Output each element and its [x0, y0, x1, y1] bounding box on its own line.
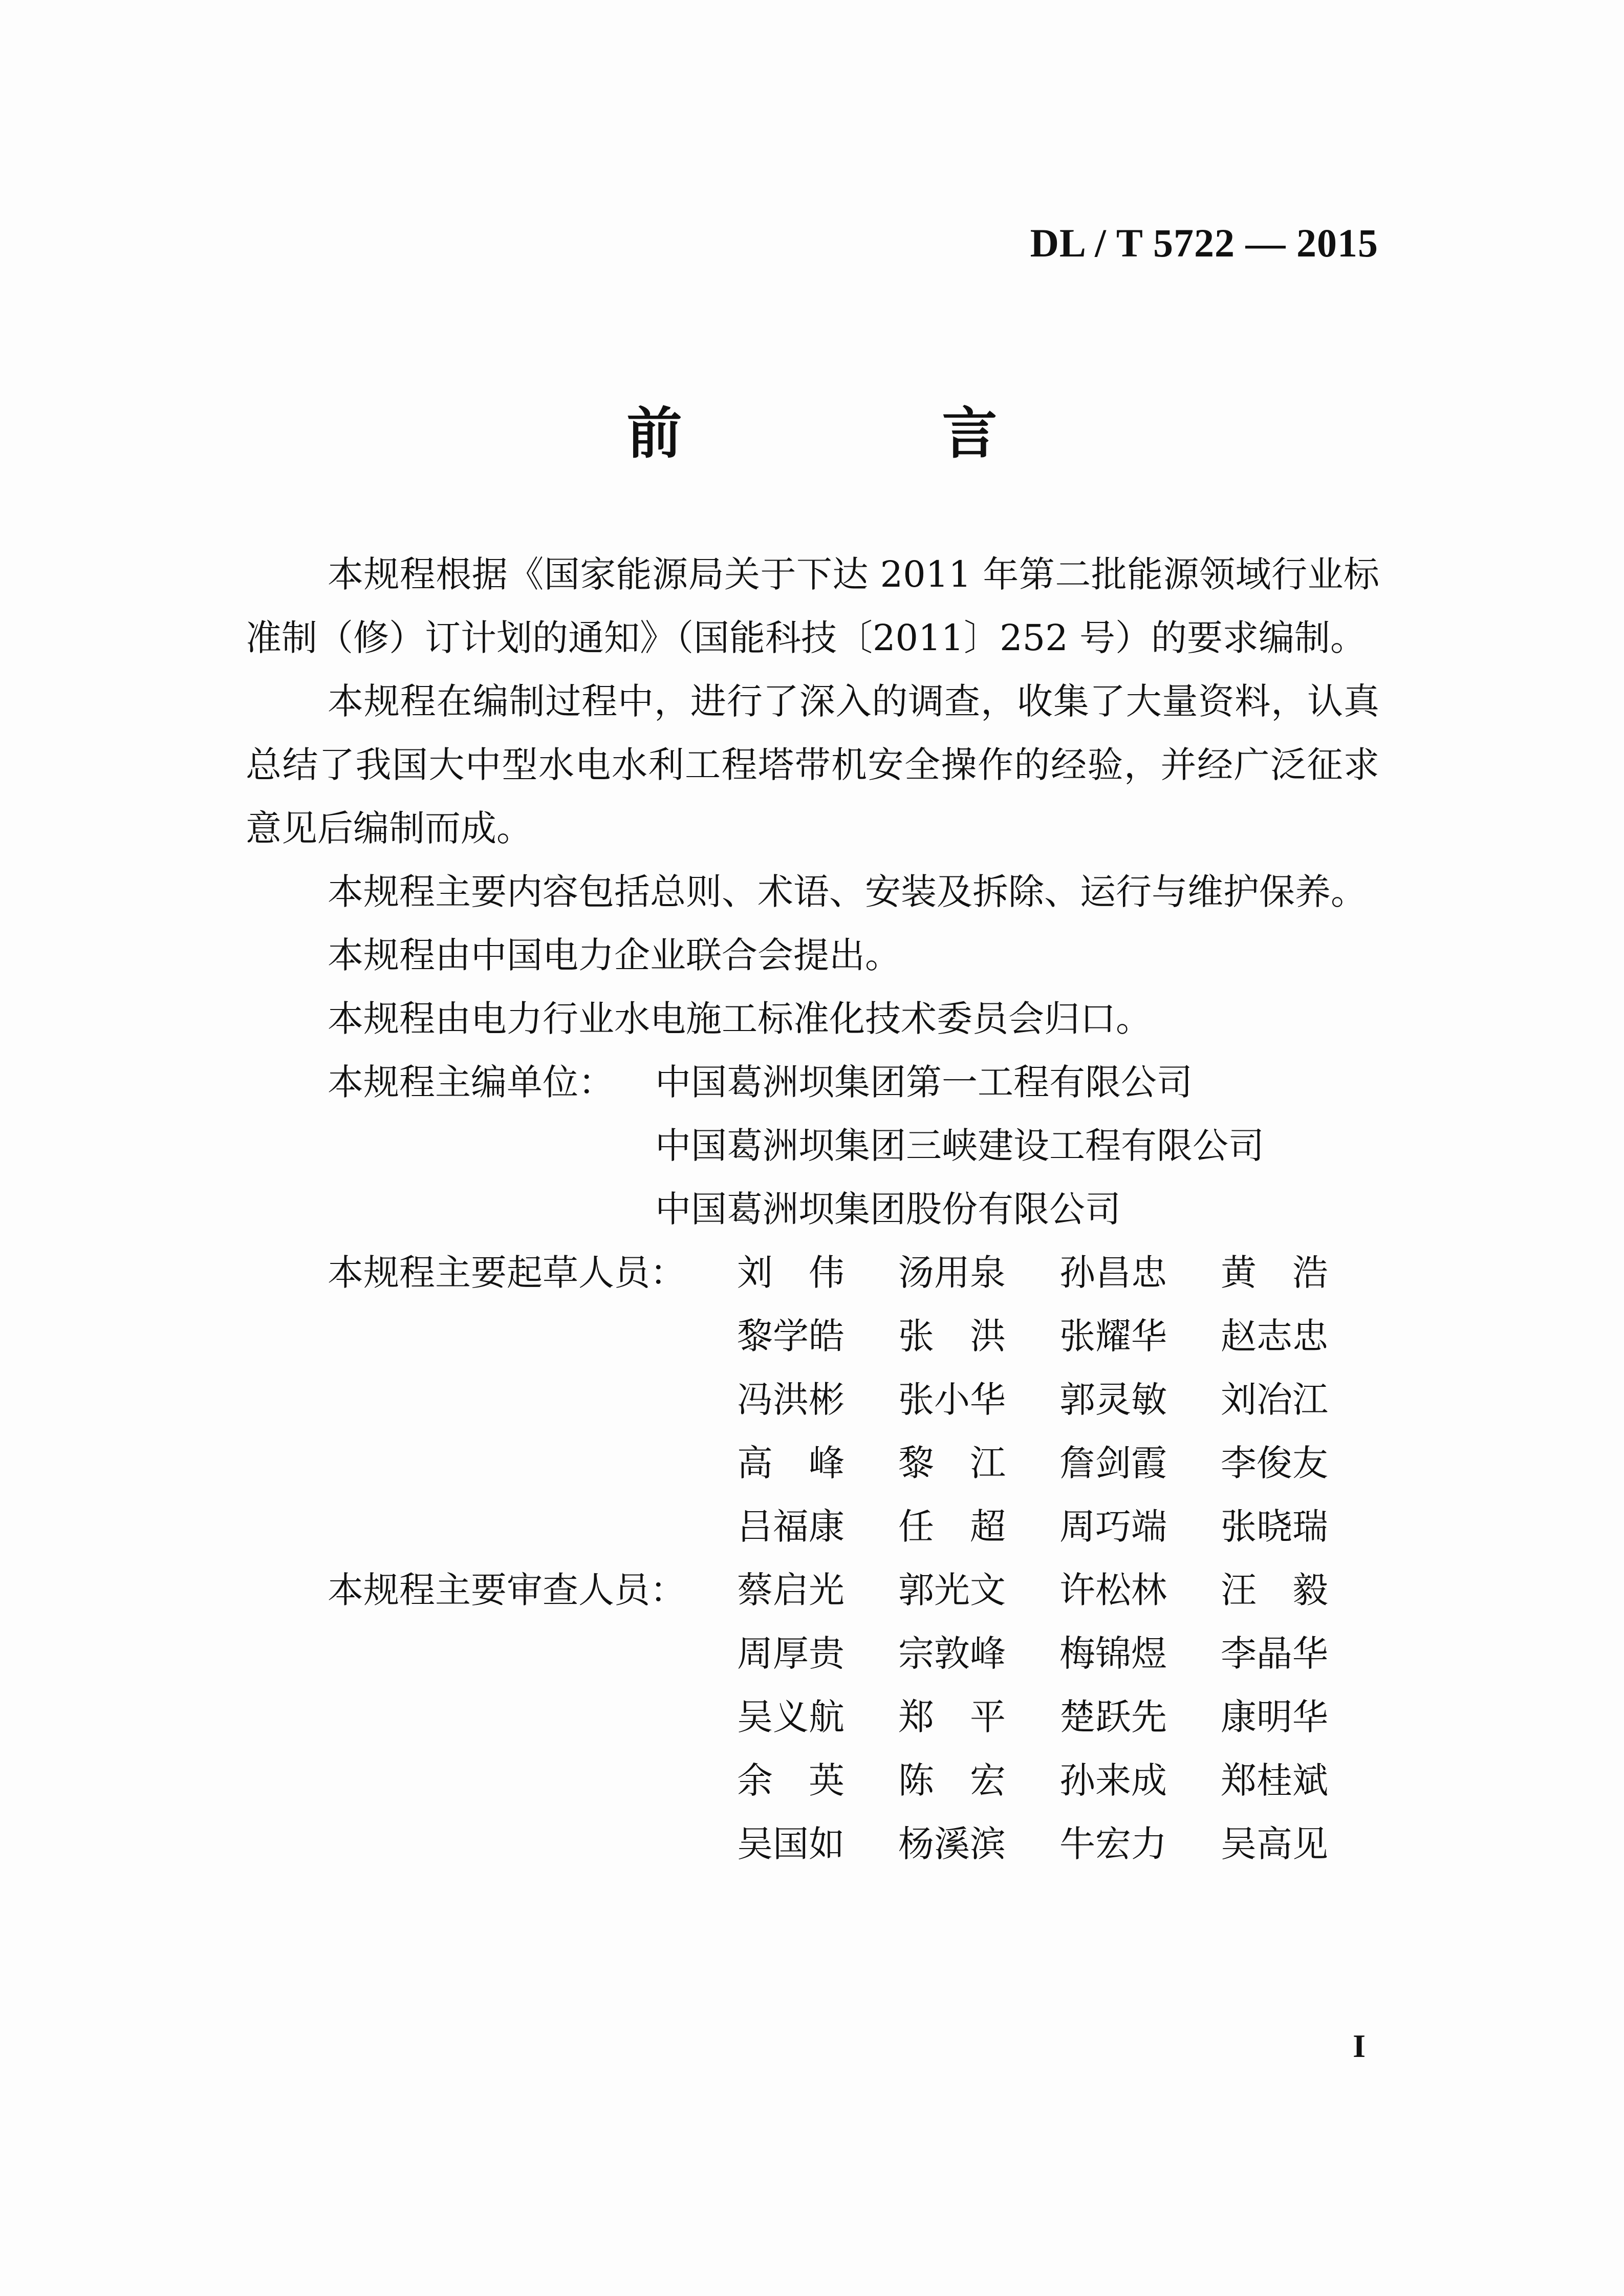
reviewer-name: 吴义航 [737, 1696, 845, 1738]
drafter-name: 刘冶江 [1221, 1379, 1328, 1421]
drafter-name: 汤用泉 [898, 1252, 1006, 1294]
reviewer-name: 牛宏力 [1059, 1823, 1167, 1865]
reviewer-name: 郑 平 [898, 1696, 1006, 1738]
drafters-grid [737, 1241, 1382, 1558]
reviewer-name: 陈 宏 [898, 1759, 1006, 1801]
drafter-name: 张 洪 [898, 1315, 1006, 1357]
drafter-name: 高 峰 [737, 1442, 845, 1484]
reviewers-label: 本规程主要审查人员： [328, 1569, 686, 1611]
page-title: 前 言 [626, 401, 1100, 466]
reviewer-name: 杨溪滨 [898, 1823, 1006, 1865]
reviewer-name: 余 英 [737, 1759, 845, 1801]
reviewer-name: 郭光文 [898, 1569, 1006, 1611]
drafter-name: 张晓瑞 [1221, 1506, 1328, 1548]
drafter-name: 任 超 [898, 1506, 1006, 1548]
drafter-name: 刘 伟 [737, 1252, 845, 1294]
list-item: 中国葛洲坝集团第一工程有限公司 [655, 1061, 1193, 1103]
standard-code: DL / T 5722 — 2015 [1030, 221, 1378, 265]
reviewer-name: 汪 毅 [1221, 1569, 1328, 1611]
reviewer-name: 李晶华 [1221, 1633, 1328, 1675]
reviewer-name: 梅锦煜 [1059, 1633, 1167, 1675]
drafters-label: 本规程主要起草人员： [328, 1252, 686, 1294]
list-item: 中国葛洲坝集团三峡建设工程有限公司 [655, 1125, 1264, 1167]
paragraph-content: 本规程主要内容包括总则、术语、安装及拆除、运行与维护保养。 [328, 871, 1367, 913]
drafter-name: 张小华 [898, 1379, 1006, 1421]
paragraph-administrator: 本规程由电力行业水电施工标准化技术委员会归口。 [328, 998, 1152, 1040]
foreword-body [246, 543, 1379, 1876]
reviewer-name: 周厚贵 [737, 1633, 845, 1675]
drafter-name: 詹剑霞 [1059, 1442, 1167, 1484]
reviewer-name: 孙来成 [1059, 1759, 1167, 1801]
drafter-name: 周巧端 [1059, 1506, 1167, 1548]
drafter-name: 孙昌忠 [1059, 1252, 1167, 1294]
drafter-name: 冯洪彬 [737, 1379, 845, 1421]
list-item: 中国葛洲坝集团股份有限公司 [655, 1188, 1121, 1230]
reviewer-name: 宗敦峰 [898, 1633, 1006, 1675]
chief-units-section [246, 1050, 1379, 1241]
reviewer-name: 许松林 [1059, 1569, 1167, 1611]
chief-units-list [655, 1050, 1264, 1241]
reviewer-name: 郑桂斌 [1221, 1759, 1328, 1801]
reviewer-name: 楚跃先 [1059, 1696, 1167, 1738]
paragraph-basis: 本规程根据《国家能源局关于下达 2011 年第二批能源领域行业标准制（修）订计划的通知》（国能科技〔2011〕252 号）的要求编制。 [246, 553, 1379, 659]
reviewer-name: 吴国如 [737, 1823, 845, 1865]
drafters-section [246, 1241, 1379, 1558]
reviewer-name: 蔡启光 [737, 1569, 845, 1611]
reviewers-section [246, 1558, 1379, 1876]
drafter-name: 黎 江 [898, 1442, 1006, 1484]
reviewer-name: 康明华 [1221, 1696, 1328, 1738]
drafter-name: 黄 浩 [1221, 1252, 1328, 1294]
drafter-name: 赵志忠 [1221, 1315, 1328, 1357]
paragraph-proposer: 本规程由中国电力企业联合会提出。 [328, 934, 901, 976]
page-number: I [1353, 2028, 1366, 2064]
reviewers-grid [737, 1558, 1382, 1876]
paragraph-process: 本规程在编制过程中，进行了深入的调查，收集了大量资料，认真总结了我国大中型水电水利工程塔带机安全操作的经验，并经广泛征求意见后编制而成。 [246, 680, 1379, 849]
drafter-name: 吕福康 [737, 1506, 845, 1548]
drafter-name: 李俊友 [1221, 1442, 1328, 1484]
drafter-name: 郭灵敏 [1059, 1379, 1167, 1421]
chief-units-label: 本规程主编单位： [328, 1061, 614, 1103]
drafter-name: 黎学皓 [737, 1315, 845, 1357]
reviewer-name: 吴高见 [1221, 1823, 1328, 1865]
drafter-name: 张耀华 [1059, 1315, 1167, 1357]
